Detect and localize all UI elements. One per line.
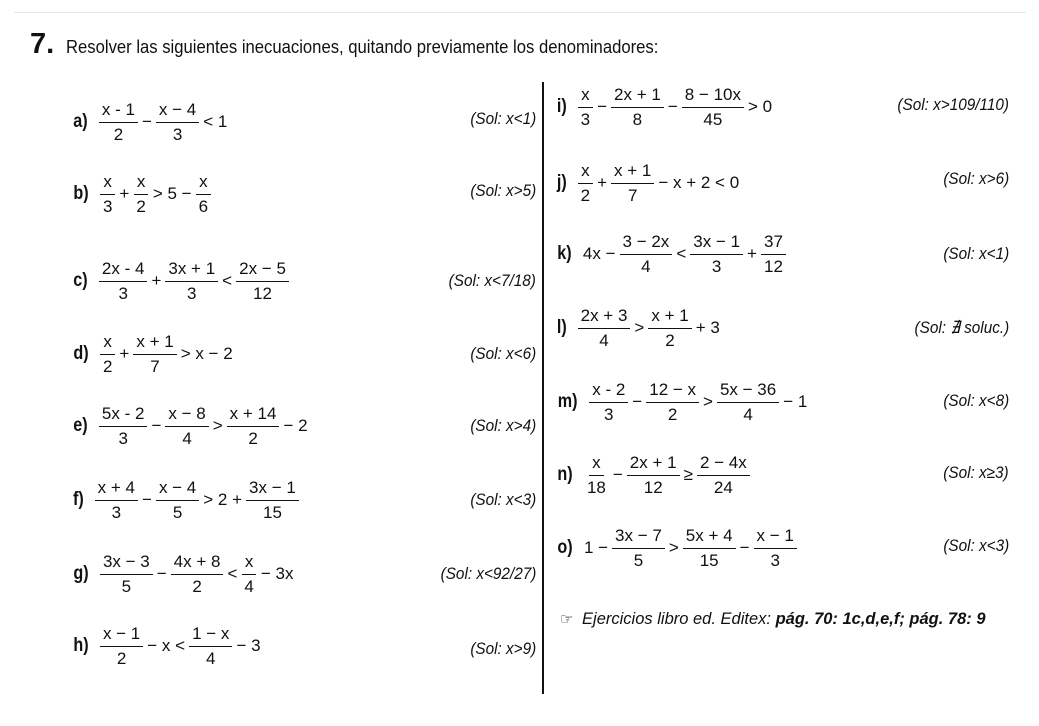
numerator: x	[100, 173, 115, 195]
fraction	[620, 233, 673, 276]
operator: −	[612, 465, 623, 485]
solution-o: (Sol: x<3)	[943, 536, 1009, 555]
denominator: 5	[172, 502, 183, 522]
fraction	[690, 233, 743, 276]
inequation	[576, 162, 742, 205]
fraction	[171, 553, 224, 596]
expression-tail: − 3	[236, 636, 261, 656]
operator: −	[151, 416, 162, 436]
denominator: 4	[641, 256, 651, 276]
exercise-l	[556, 307, 722, 350]
numerator: x - 1	[99, 101, 138, 123]
solution-j: (Sol: x>6)	[943, 169, 1009, 188]
solution-g: (Sol: x<92/27)	[440, 564, 536, 583]
denominator: 2	[102, 356, 113, 376]
fraction	[697, 454, 750, 497]
inequation	[576, 307, 722, 350]
fraction	[611, 162, 654, 205]
denominator: 2	[665, 330, 675, 350]
exercise-c	[72, 260, 291, 303]
fraction	[683, 527, 736, 570]
fraction	[648, 307, 691, 350]
operator: > 2 +	[203, 490, 243, 510]
exercise-f	[72, 479, 301, 522]
denominator: 3	[111, 502, 122, 522]
fraction	[611, 86, 664, 129]
fraction	[100, 625, 143, 668]
exercise-o	[556, 527, 799, 570]
fraction	[133, 173, 148, 216]
operator: +	[119, 344, 130, 364]
numerator: 3x + 1	[165, 260, 218, 282]
expression-head: 4x −	[582, 244, 616, 264]
numerator: x − 4	[156, 479, 199, 501]
fraction	[761, 233, 786, 276]
exercise-m	[556, 381, 809, 424]
numerator: 5x + 4	[683, 527, 736, 549]
numerator: 2x + 1	[627, 454, 680, 476]
fraction	[196, 173, 211, 216]
denominator: 8	[632, 109, 643, 129]
exercise-label: e)	[73, 415, 88, 437]
denominator: 4	[244, 576, 254, 596]
denominator: 5	[121, 576, 132, 596]
denominator: 3	[102, 196, 113, 216]
textbook-reference	[560, 610, 986, 629]
top-rule	[14, 12, 1026, 13]
exercise-number: 7.	[30, 28, 55, 60]
denominator: 7	[627, 185, 638, 205]
exercise-j	[556, 162, 741, 205]
operator: >	[668, 538, 679, 558]
denominator: 2	[667, 404, 678, 424]
inequation	[93, 479, 301, 522]
solution-b: (Sol: x>5)	[470, 181, 536, 200]
exercise-label: o)	[557, 537, 573, 559]
operator: +	[151, 271, 162, 291]
inequation	[97, 260, 291, 303]
expression-tail: > x − 2	[180, 344, 233, 364]
denominator: 4	[182, 428, 192, 448]
operator: −	[667, 97, 678, 117]
operator: <	[676, 244, 687, 264]
exercise-header	[30, 28, 724, 61]
exercise-label: j)	[556, 172, 567, 194]
fraction	[165, 405, 208, 448]
expression-tail: < 1	[203, 112, 228, 132]
fraction	[578, 162, 593, 205]
exercise-b	[72, 173, 213, 216]
denominator: 5	[633, 550, 644, 570]
operator: >	[703, 392, 713, 412]
fraction	[227, 405, 280, 448]
denominator: 6	[198, 196, 209, 216]
denominator: 4	[206, 648, 216, 668]
expression-tail: + 3	[695, 318, 720, 338]
numerator: 3x − 1	[246, 479, 299, 501]
exercise-label: b)	[73, 183, 89, 205]
operator: >	[212, 416, 223, 436]
denominator: 15	[262, 502, 282, 522]
exercise-n	[556, 454, 752, 497]
fraction	[584, 454, 609, 497]
operator: −	[156, 564, 167, 584]
exercise-d	[72, 333, 235, 376]
denominator: 3	[711, 256, 722, 276]
fraction	[754, 527, 797, 570]
denominator: 12	[253, 283, 272, 303]
denominator: 12	[763, 256, 783, 276]
solution-m: (Sol: x<8)	[943, 391, 1009, 410]
solution-e: (Sol: x>4)	[470, 416, 536, 435]
inequation	[98, 625, 263, 668]
inequation	[581, 233, 788, 276]
numerator: x	[242, 553, 257, 575]
fraction	[156, 479, 199, 522]
fraction	[100, 173, 115, 216]
operator: > 5 −	[152, 184, 192, 204]
fraction	[578, 86, 593, 129]
numerator: x − 1	[100, 625, 143, 647]
numerator: x	[196, 173, 211, 195]
denominator: 4	[599, 330, 609, 350]
denominator: 2	[113, 124, 124, 144]
fraction	[133, 333, 176, 376]
numerator: 4x + 8	[171, 553, 224, 575]
operator: >	[634, 318, 645, 338]
denominator: 4	[743, 404, 753, 424]
fraction	[682, 86, 744, 129]
numerator: 2x - 4	[99, 260, 148, 282]
exercise-g	[72, 553, 295, 596]
inequation	[98, 553, 296, 596]
denominator: 3	[580, 109, 591, 129]
fraction	[589, 381, 628, 424]
numerator: 1 − x	[189, 625, 232, 647]
inequation	[576, 86, 775, 129]
numerator: 8 − 10x	[682, 86, 744, 108]
denominator: 24	[713, 477, 733, 497]
operator: +	[119, 184, 130, 204]
denominator: 3	[604, 404, 614, 424]
numerator: 2x + 1	[611, 86, 664, 108]
numerator: 2x + 3	[578, 307, 631, 329]
fraction	[100, 333, 115, 376]
operator: −	[597, 97, 608, 117]
numerator: 5x - 2	[99, 405, 148, 427]
numerator: x + 4	[95, 479, 138, 501]
fraction	[165, 260, 218, 303]
numerator: x - 2	[589, 381, 628, 403]
pointing-hand-icon: ☞	[560, 611, 574, 628]
exercise-label: l)	[556, 317, 567, 339]
operator: +	[597, 173, 608, 193]
denominator: 3	[187, 283, 197, 303]
fraction	[156, 101, 199, 144]
solution-n: (Sol: x≥3)	[943, 463, 1009, 482]
fraction	[99, 260, 148, 303]
numerator: 12 − x	[646, 381, 699, 403]
denominator: 2	[580, 185, 591, 205]
exercise-label: i)	[556, 96, 567, 118]
solution-c: (Sol: x<7/18)	[448, 271, 536, 290]
exercise-label: h)	[73, 635, 89, 657]
numerator: 3x − 1	[690, 233, 743, 255]
solution-h: (Sol: x>9)	[470, 639, 536, 658]
column-divider	[542, 82, 544, 694]
fraction	[95, 479, 138, 522]
operator: −	[141, 112, 152, 132]
numerator: 3 − 2x	[620, 233, 673, 255]
exercise-e	[72, 405, 310, 448]
fraction	[189, 625, 232, 668]
fraction	[612, 527, 665, 570]
operator: − x <	[147, 636, 186, 656]
exercise-h	[72, 625, 263, 668]
numerator: 2 − 4x	[697, 454, 750, 476]
numerator: 3x − 3	[100, 553, 153, 575]
exercise-label: a)	[73, 111, 88, 133]
inequation	[587, 381, 809, 424]
denominator: 12	[643, 477, 663, 497]
denominator: 3	[118, 428, 128, 448]
operator: +	[747, 244, 757, 264]
reference-pages: pág. 70: 1c,d,e,f; pág. 78: 9	[775, 610, 986, 628]
denominator: 15	[699, 550, 719, 570]
operator: −	[739, 538, 750, 558]
numerator: x − 8	[165, 405, 208, 427]
numerator: 2x − 5	[236, 260, 289, 282]
expression-tail: − x + 2 < 0	[658, 173, 740, 193]
denominator: 2	[136, 196, 146, 216]
fraction	[627, 454, 680, 497]
solution-a: (Sol: x<1)	[470, 109, 536, 128]
solution-i: (Sol: x>109/110)	[897, 95, 1009, 114]
denominator: 2	[116, 648, 127, 668]
inequation	[98, 173, 213, 216]
numerator: x + 1	[133, 333, 176, 355]
exercise-label: c)	[73, 270, 88, 292]
denominator: 3	[118, 283, 128, 303]
operator: <	[222, 271, 233, 291]
numerator: x	[578, 162, 593, 184]
exercise-label: k)	[557, 243, 572, 265]
exercise-k	[556, 233, 788, 276]
numerator: x	[100, 333, 115, 355]
solution-d: (Sol: x<6)	[470, 344, 536, 363]
exercise-label: g)	[73, 563, 89, 585]
numerator: 37	[761, 233, 786, 255]
denominator: 2	[248, 428, 258, 448]
numerator: x + 1	[611, 162, 654, 184]
exercise-label: f)	[72, 489, 84, 511]
inequation	[97, 405, 310, 448]
numerator: x + 1	[648, 307, 691, 329]
fraction	[236, 260, 289, 303]
numerator: 5x − 36	[717, 381, 779, 403]
numerator: x	[578, 86, 593, 108]
denominator: 2	[192, 576, 202, 596]
numerator: x + 14	[227, 405, 280, 427]
inequation	[582, 454, 752, 497]
expression-tail: − 3x	[260, 564, 294, 584]
expression-tail: > 0	[748, 97, 773, 117]
reference-prefix: Ejercicios libro ed. Editex:	[582, 610, 771, 628]
fraction	[646, 381, 699, 424]
solution-f: (Sol: x<3)	[470, 490, 536, 509]
numerator: 3x − 7	[612, 527, 665, 549]
exercise-label: m)	[557, 391, 578, 413]
fraction	[99, 101, 138, 144]
solution-l: (Sol: ∄ soluc.)	[914, 318, 1009, 337]
operator: ≥	[683, 465, 693, 485]
denominator: 7	[150, 356, 160, 376]
inequation	[98, 333, 235, 376]
exercise-label: d)	[73, 343, 89, 365]
fraction	[717, 381, 779, 424]
operator: −	[142, 490, 152, 510]
fraction	[100, 553, 153, 596]
operator: <	[227, 564, 238, 584]
expression-tail: − 2	[283, 416, 308, 436]
solution-k: (Sol: x<1)	[943, 244, 1009, 263]
inequation	[97, 101, 229, 144]
numerator: x − 4	[156, 101, 199, 123]
exercise-i	[556, 86, 774, 129]
denominator: 18	[586, 477, 606, 497]
expression-tail: − 1	[783, 392, 808, 412]
denominator: 45	[703, 109, 723, 129]
fraction	[99, 405, 148, 448]
denominator: 3	[172, 124, 183, 144]
numerator: x	[134, 173, 149, 195]
fraction	[246, 479, 299, 522]
numerator: x	[589, 454, 604, 476]
exercise-a	[72, 101, 229, 144]
fraction	[241, 553, 256, 596]
operator: −	[632, 392, 643, 412]
exercise-label: n)	[557, 464, 573, 486]
denominator: 3	[770, 550, 780, 570]
expression-head: 1 −	[583, 538, 609, 558]
inequation	[582, 527, 799, 570]
numerator: x − 1	[754, 527, 797, 549]
exercise-instructions: Resolver las siguientes inecuaciones, quitando previamente los denominadores:	[66, 36, 659, 57]
fraction	[578, 307, 631, 350]
